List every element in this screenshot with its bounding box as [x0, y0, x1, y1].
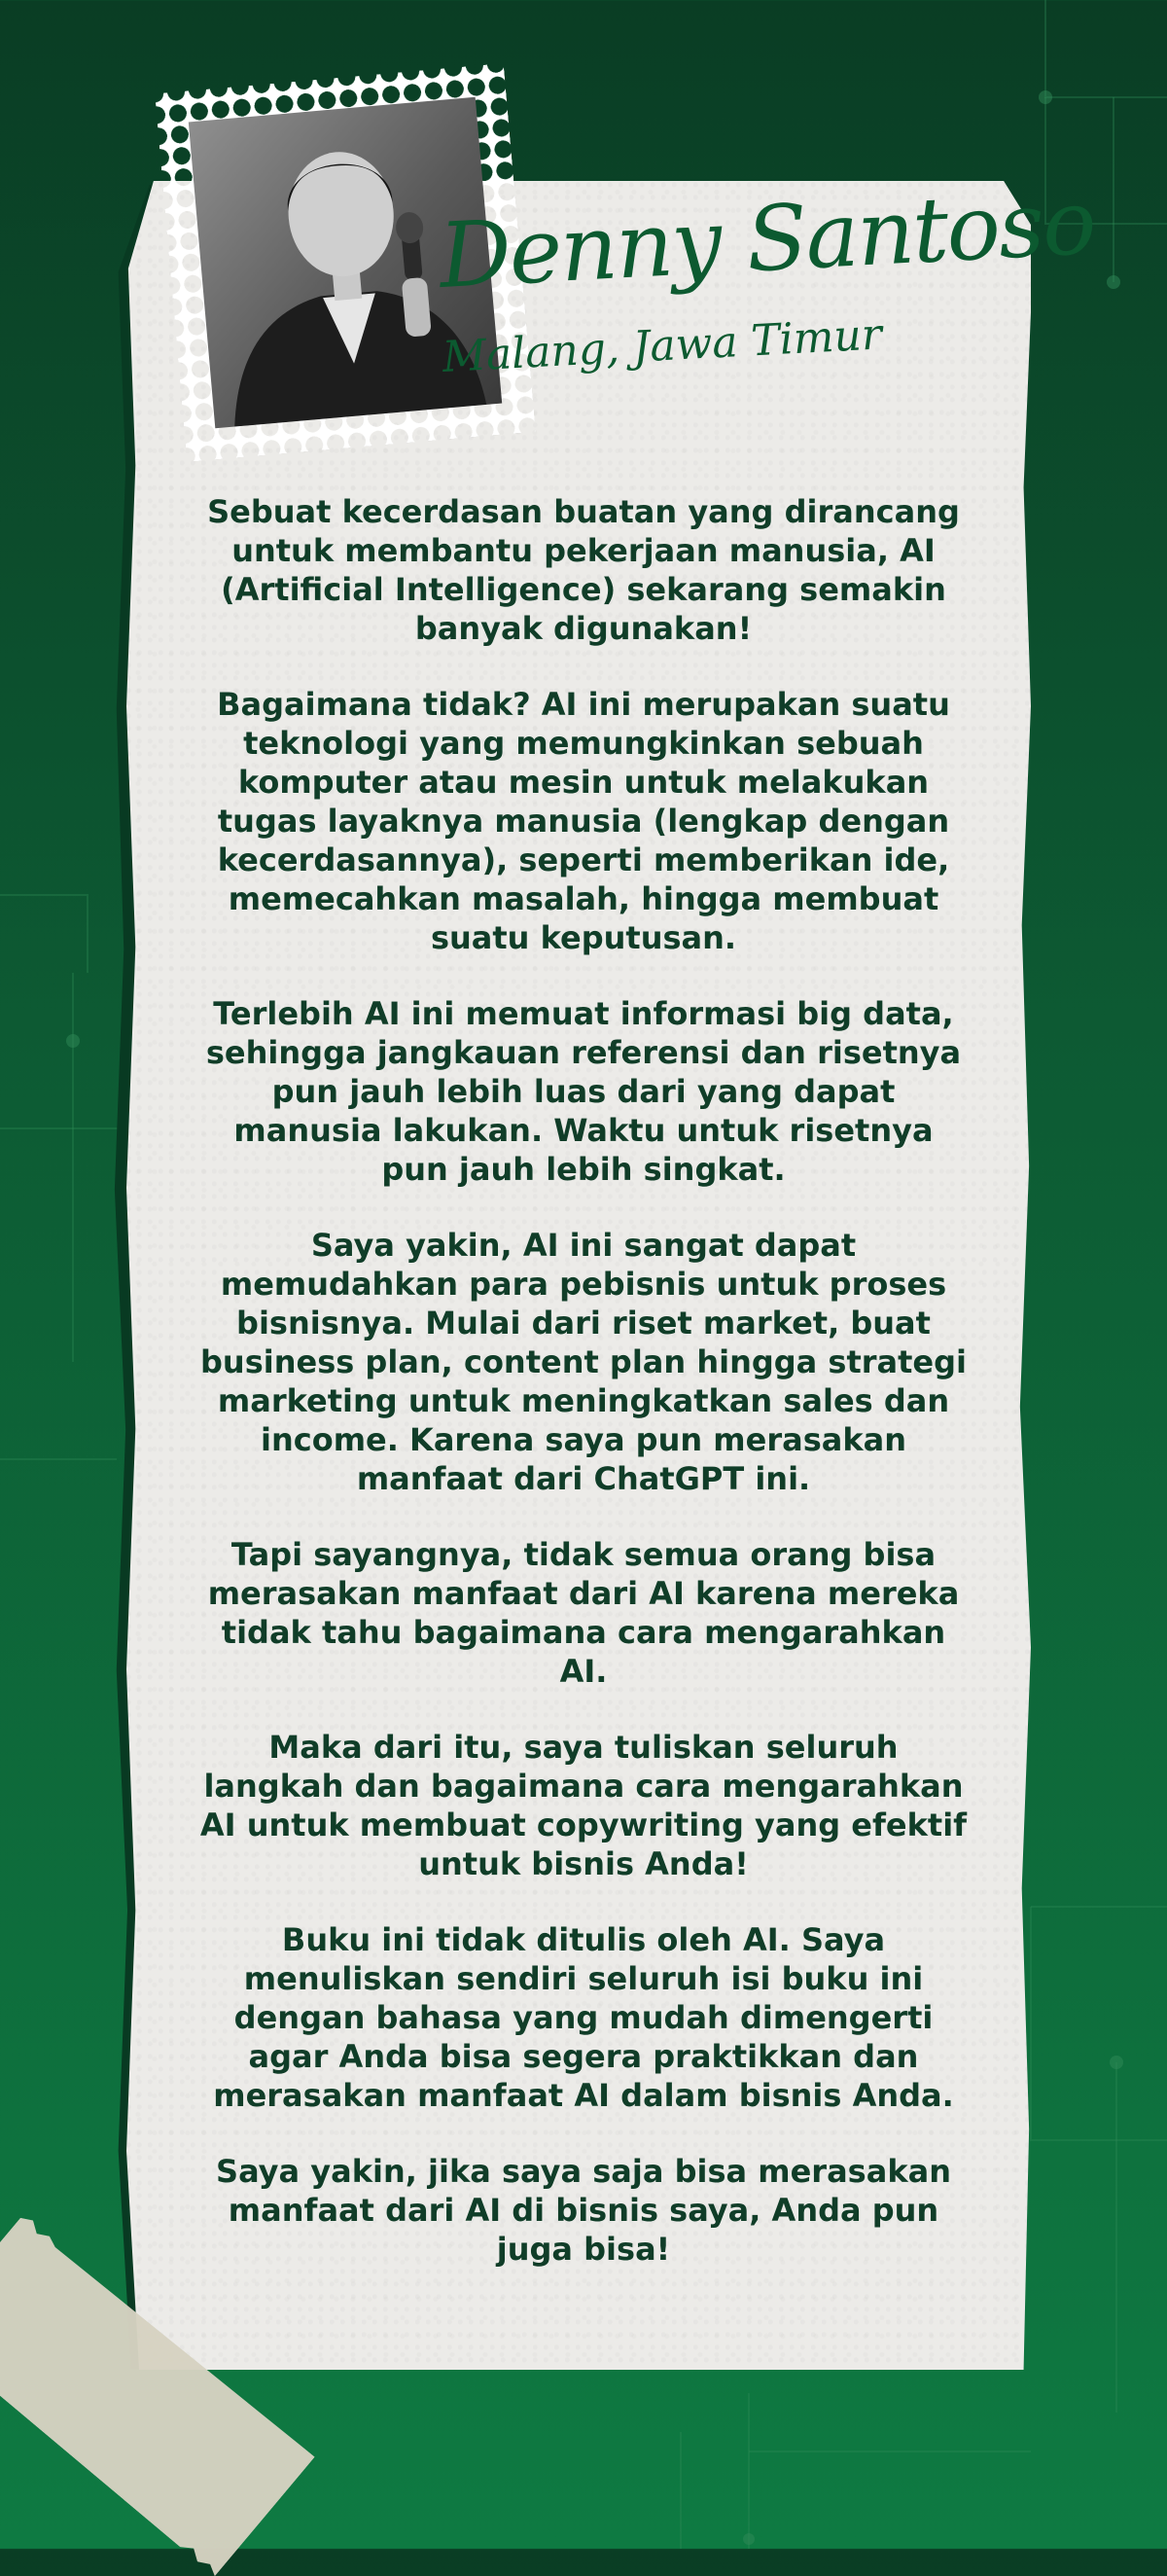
paragraph: Sebuat kecerdasan buatan yang dirancang untuk membantu pekerjaan manusia, AI (Artificial Intelligence) sekarang semakin banyak digunakan!	[207, 493, 960, 647]
paragraph: Tapi sayangnya, tidak semua orang bisa merasakan manfaat dari AI karena mereka tidak tahu bagaimana cara mengarahkan AI.	[207, 1536, 960, 1690]
paragraph: Saya yakin, AI ini sangat dapat memudahkan para pebisnis untuk proses bisnisnya. Mulai dari riset market, buat business plan, content plan hingga strategi marketing untuk meningkatkan sales dan income. Karena saya pun merasakan manfaat dari ChatGPT ini.	[200, 1227, 967, 1497]
paragraph: Maka dari itu, saya tuliskan seluruh langkah dan bagaimana cara mengarahkan AI untuk membuat copywriting yang efektif untuk bisnis Anda!	[199, 1729, 968, 1882]
signature-name: Denny Santoso	[437, 169, 1097, 308]
paragraph: Saya yakin, jika saya saja bisa merasakan manfaat dari AI di bisnis saya, Anda pun juga bisa!	[216, 2153, 951, 2268]
paragraph: Buku ini tidak ditulis oleh AI. Saya menuliskan sendiri seluruh isi buku ini dengan bahasa yang mudah dimengerti agar Anda bisa segera praktikkan dan merasakan manfaat AI dalam bisnis Anda.	[213, 1921, 954, 2114]
paragraph: Terlebih AI ini memuat informasi big data, sehingga jangkauan referensi dan risetnya pun jauh lebih luas dari yang dapat manusia lakukan. Waktu untuk risetnya pun jauh lebih singkat.	[205, 995, 962, 1188]
paragraph: Bagaimana tidak? AI ini merupakan suatu teknologi yang memungkinkan sebuah komputer atau mesin untuk melakukan tugas layaknya manusia (lengkap dengan kecerdasannya), seperti memberikan ide, memecahkan masalah, hingga membuat suatu keputusan.	[217, 686, 950, 956]
signature-location: Malang, Jawa Timur	[441, 309, 884, 382]
body-text	[199, 492, 968, 2306]
